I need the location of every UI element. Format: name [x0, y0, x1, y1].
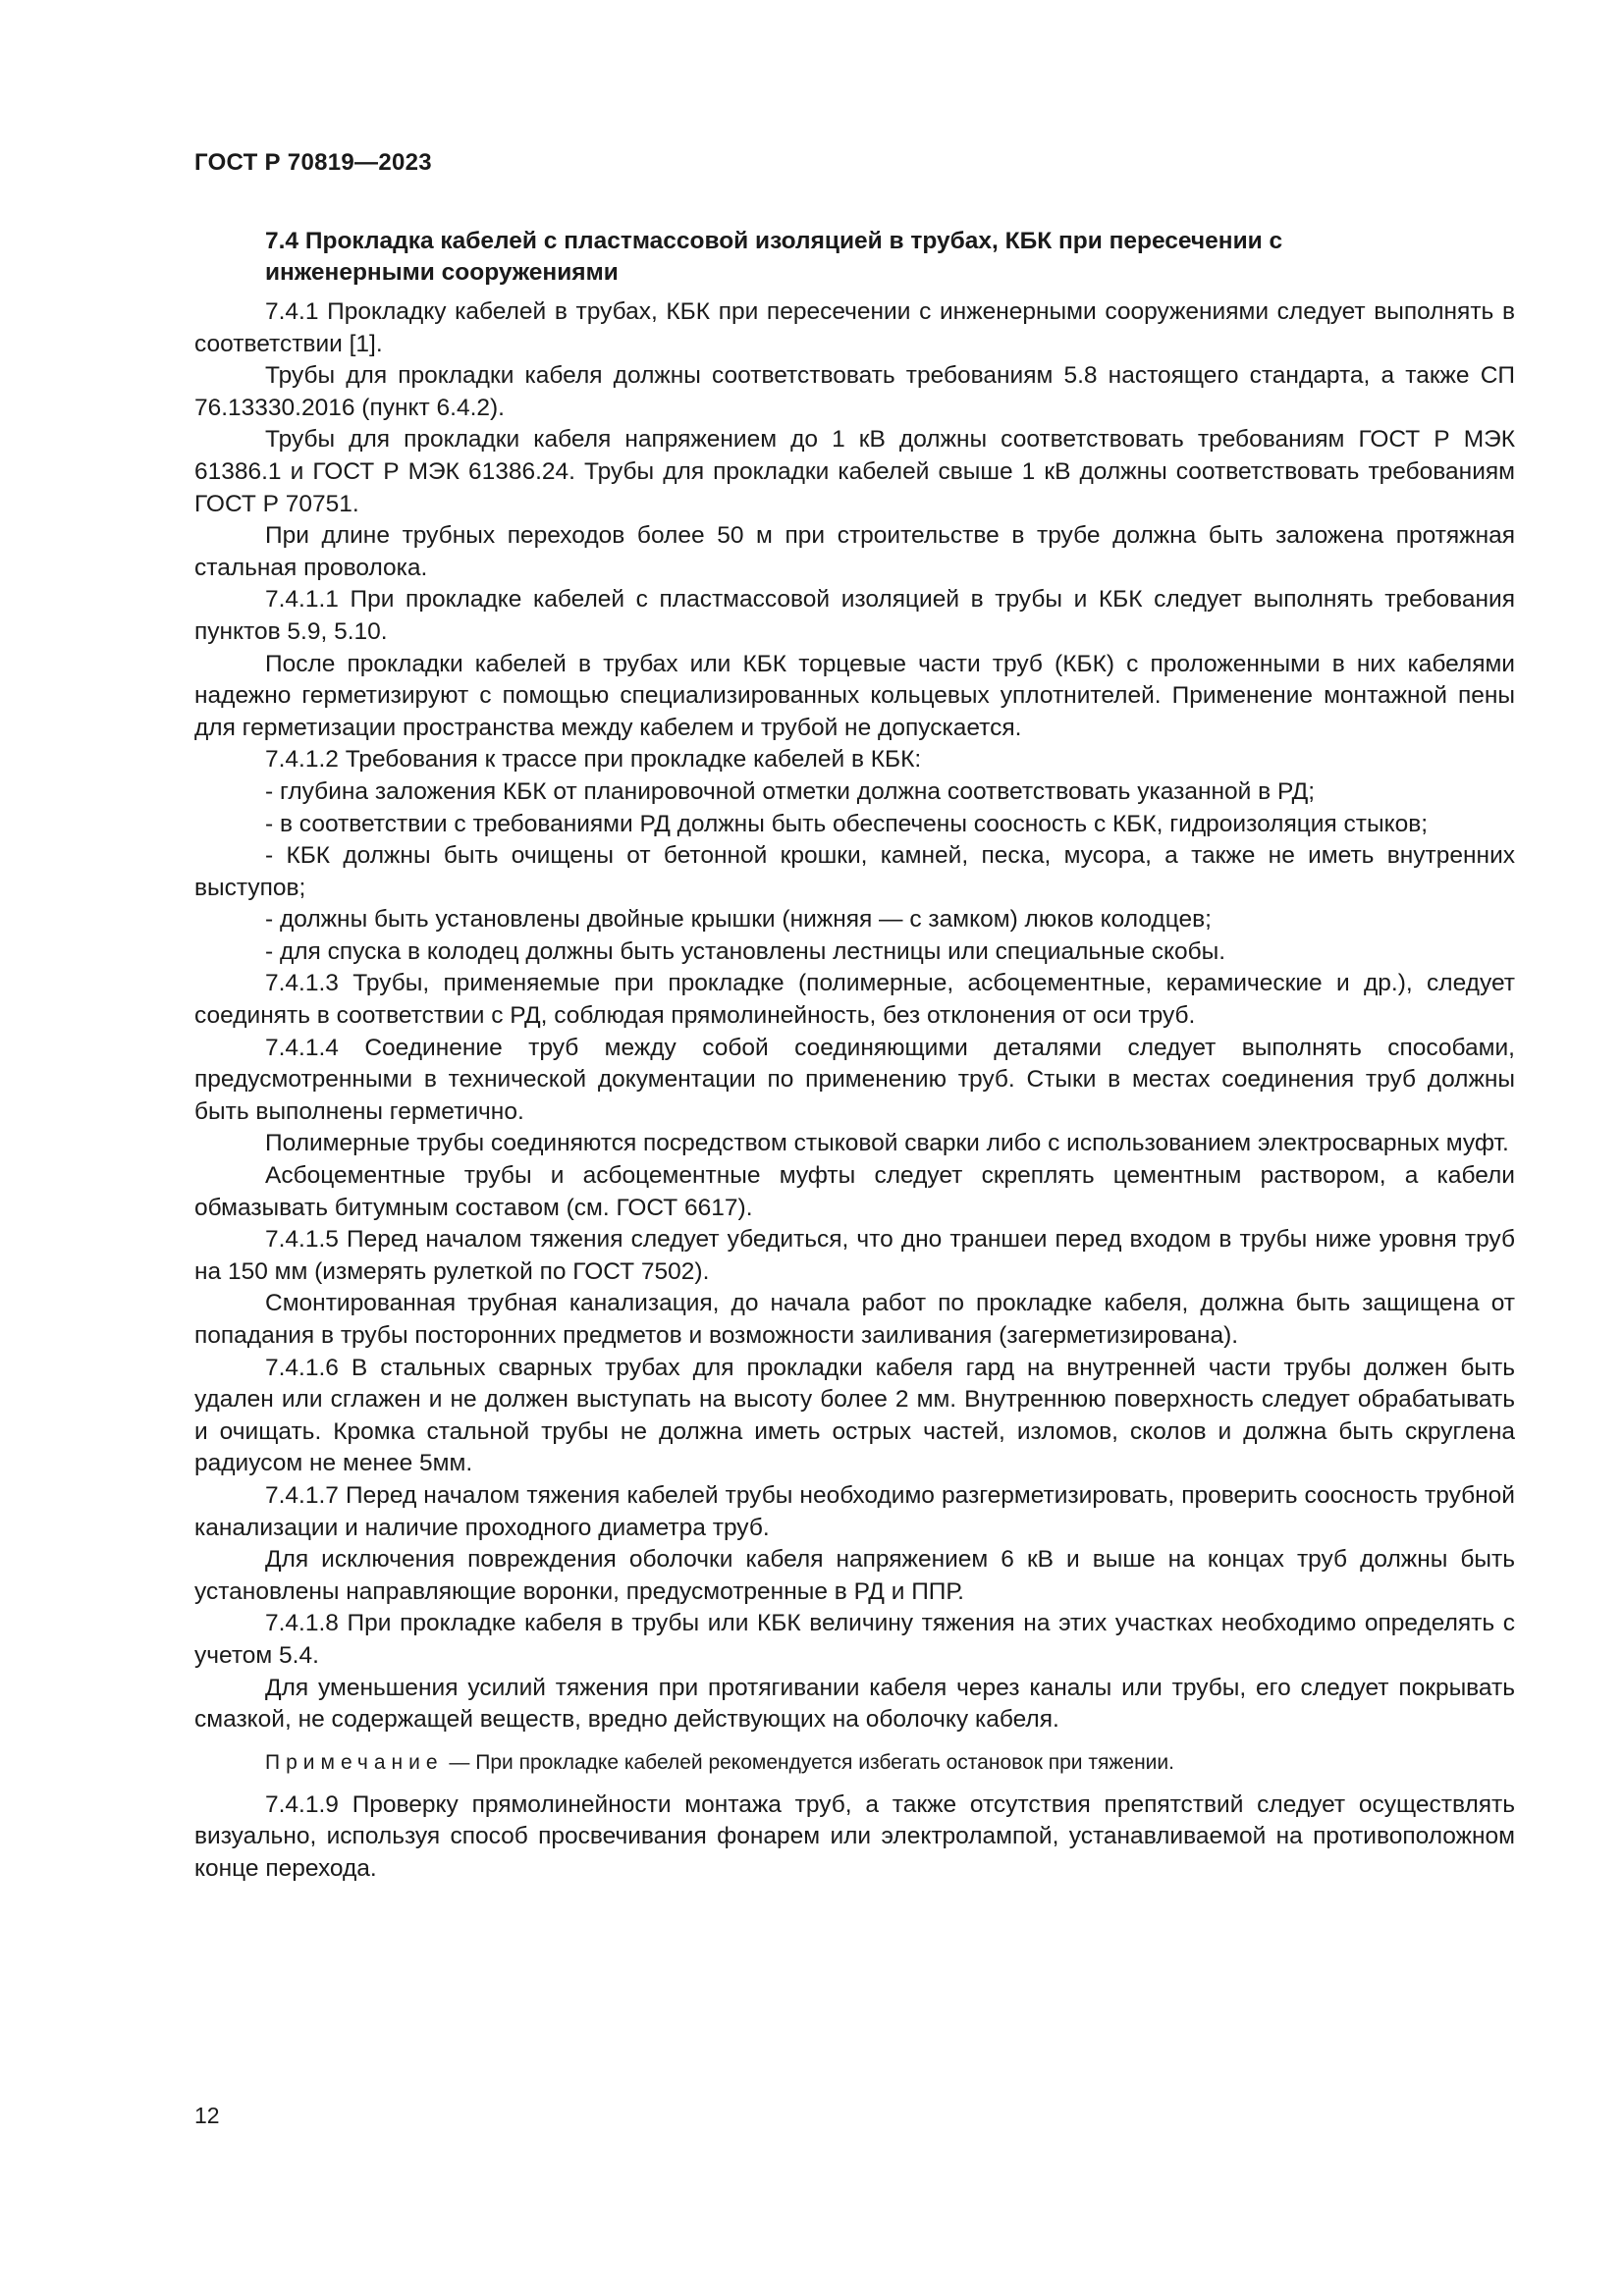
paragraph: Трубы для прокладки кабеля должны соответствовать требованиям 5.8 настоящего стандарта, а также СП 76.13330.2016 (пункт 6.4.2).: [194, 362, 1515, 421]
paragraph: При длине трубных переходов более 50 м при строительстве в трубе должна быть заложена протяжная стальная проволока.: [194, 522, 1515, 581]
section-title: 7.4 Прокладка кабелей с пластмассовой изоляцией в трубах, КБК при пересечении с инженерными сооружениями: [265, 228, 1283, 286]
document-code: ГОСТ Р 70819—2023: [194, 149, 432, 176]
paragraph: 7.4.1.7 Перед началом тяжения кабелей трубы необходимо разгерметизировать, проверить соосность трубной канализации и наличие проходного диаметра труб.: [194, 1481, 1515, 1541]
list-item: - глубина заложения КБК от планировочной отметки должна соответствовать указанной в РД;: [265, 777, 1316, 805]
paragraph: Смонтированная трубная канализация, до начала работ по прокладке кабеля, должна быть защищена от попадания в трубы посторонних предметов и возможности заиливания (загерметизирована).: [194, 1290, 1515, 1349]
list-item: - должны быть установлены двойные крышки (нижняя — с замком) люков колодцев;: [265, 906, 1212, 934]
document-body: [194, 226, 1515, 1886]
note-text: При прокладке кабелей рекомендуется избегать остановок при тяжении.: [475, 1750, 1174, 1774]
note-dash: —: [443, 1750, 476, 1774]
page-number: 12: [194, 2103, 220, 2128]
list-item: - в соответствии с требованиями РД должны быть обеспечены соосность с КБК, гидроизоляция стыков;: [265, 810, 1429, 837]
paragraph: Трубы для прокладки кабеля напряжением до 1 кВ должны соответствовать требованиям ГОСТ Р МЭК 61386.1 и ГОСТ Р МЭК 61386.24. Трубы для прокладки кабелей свыше 1 кВ должны соответствовать требованиям ГОСТ Р 70751.: [194, 426, 1515, 517]
paragraph: 7.4.1.2 Требования к трассе при прокладке кабелей в КБК:: [265, 746, 922, 774]
paragraph: 7.4.1.8 При прокладке кабеля в трубы или КБК величину тяжения на этих участках необходимо определять с учетом 5.4.: [194, 1610, 1515, 1669]
paragraph: 7.4.1.6 В стальных сварных трубах для прокладки кабеля гард на внутренней части трубы должен быть удален или сглажен и не должен выступать на высоту более 2 мм. Внутреннюю поверхность следует обрабатывать и очищать. Кромка стальной трубы не должна иметь острых частей, изломов, сколов и должна быть скруглена радиусом не менее 5мм.: [194, 1354, 1515, 1477]
paragraph: 7.4.1.9 Проверку прямолинейности монтажа труб, а также отсутствия препятствий следует осуществлять визуально, используя способ просвечивания фонарем или электролампой, устанавливаемой на противоположном конце перехода.: [194, 1790, 1515, 1882]
requirements-list: [194, 776, 1515, 969]
list-item: - КБК должны быть очищены от бетонной крошки, камней, песка, мусора, а также не иметь внутренних выступов;: [194, 842, 1515, 901]
paragraph: Полимерные трубы соединяются посредством стыковой сварки либо с использованием электросварных муфт.: [265, 1130, 1509, 1157]
paragraph: Для уменьшения усилий тяжения при протягивании кабеля через каналы или трубы, его следует покрывать смазкой, не содержащей веществ, вредно действующих на оболочку кабеля.: [194, 1674, 1515, 1734]
paragraph: 7.4.1.4 Соединение труб между собой соединяющими деталями следует выполнять способами, предусмотренными в технической документации по применению труб. Стыки в местах соединения труб должны быть выполнены герметично.: [194, 1034, 1515, 1125]
paragraph: 7.4.1.1 При прокладке кабелей с пластмассовой изоляцией в трубы и КБК следует выполнять требования пунктов 5.9, 5.10.: [194, 586, 1515, 645]
note-label: Примечание: [265, 1750, 444, 1774]
paragraph: 7.4.1.5 Перед началом тяжения следует убедиться, что дно траншеи перед входом в трубы ниже уровня труб на 150 мм (измерять рулеткой по ГОСТ 7502).: [194, 1226, 1515, 1285]
paragraph: После прокладки кабелей в трубах или КБК торцевые части труб (КБК) с проложенными в них кабелями надежно герметизируют с помощью специализированных кольцевых уплотнителей. Применение монтажной пены для герметизации пространства между кабелем и трубой не допускается.: [194, 650, 1515, 741]
list-item: - для спуска в колодец должны быть установлены лестницы или специальные скобы.: [265, 937, 1226, 965]
paragraph: Для исключения повреждения оболочки кабеля напряжением 6 кВ и выше на концах труб должны быть установлены направляющие воронки, предусмотренные в РД и ППР.: [194, 1546, 1515, 1605]
paragraph: 7.4.1.3 Трубы, применяемые при прокладке (полимерные, асбоцементные, керамические и др.), следует соединять в соответствии с РД, соблюдая прямолинейность, без отклонения от оси труб.: [194, 970, 1515, 1030]
paragraph: 7.4.1 Прокладку кабелей в трубах, КБК при пересечении с инженерными сооружениями следует выполнять в соответствии [1].: [194, 298, 1515, 357]
paragraph: Асбоцементные трубы и асбоцементные муфты следует скреплять цементным раствором, а кабели обмазывать битумным составом (см. ГОСТ 6617).: [194, 1162, 1515, 1221]
note: [194, 1748, 1515, 1778]
